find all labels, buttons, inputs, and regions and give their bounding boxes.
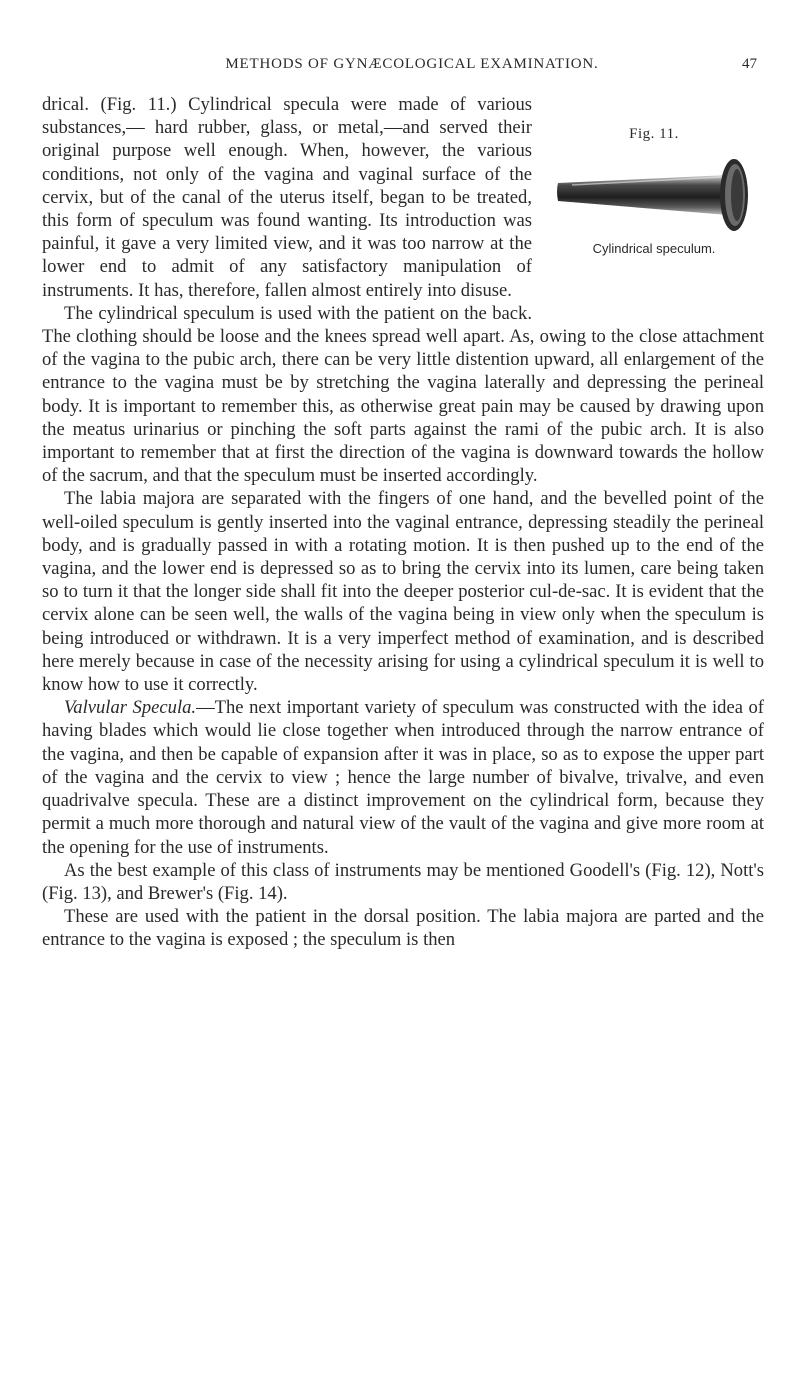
paragraph-4-text: —The next important variety of speculum was constructed with the idea of having blades which would lie close together when introduced through the narrow entrance of the vagina, and then be capable of expansion after it was in place, so as to expose the upper part of the vagina and the cervix to view ; hence the large number of bivalve, trivalve, and even quadrivalve specula. These are a distinct improvement on the cylindrical form, because they permit a much more thorough and natural view of the vault of the vagina and give more room at the opening for the use of instruments. [42, 697, 764, 858]
body-text [42, 93, 764, 952]
paragraph-5: As the best example of this class of instruments may be mentioned Goodell's (Fig. 12), Nott's (Fig. 13), and Brewer's (Fig. 14). [42, 859, 764, 904]
page-number: 47 [742, 56, 757, 72]
figure-11 [544, 123, 764, 306]
paragraph-2: The cylindrical speculum is used with the patient on the back. The clothing should be loose and the knees spread well apart. As, owing to the close attachment of the vagina to the pubic arch, there can be very little distention upward, all enlargement of the entrance to the vagina must be by stretching the vagina laterally and depressing the perineal body. It is important to remember this, as otherwise great pain may be caused by drawing upon the meatus urinarius or pinching the soft parts against the rami of the pubic arch. It is also important to remember that at first the direction of the vagina is downward towards the hollow of the sacrum, and that the speculum must be inserted accordingly. [42, 302, 764, 487]
running-header: METHODS OF GYNÆCOLOGICAL EXAMINATION. [225, 56, 599, 72]
cylindrical-speculum-illustration [552, 155, 752, 233]
paragraph-6: These are used with the patient in the dorsal position. The labia majora are parted and the entrance to the vagina is exposed ; the speculum is then [42, 906, 764, 951]
section-heading-valvular-specula: Valvular Specula. [64, 697, 197, 719]
paragraph-4 [42, 696, 764, 858]
paragraph-3: The labia majora are separated with the fingers of one hand, and the bevelled point of the well-oiled speculum is gently inserted into the vaginal entrance, depressing steadily the perineal body, and is gradually passed in with a rotating motion. It is then pushed up to the end of the vagina, and the lower end is depressed so as to bring the cervix into its lumen, care being taken so to turn it that the longer side shall fit into the deeper posterior cul-de-sac. It is evident that the cervix alone can be seen well, the walls of the vagina being in view only when the speculum is being introduced or withdrawn. It is a very imperfect method of examination, and is described here merely because in case of the necessity arising for using a cylindrical speculum it is well to know how to use it correctly. [42, 488, 764, 696]
paragraph-1: drical. (Fig. 11.) Cylindrical specula were made of various substances,— hard rubber, glass, or metal,—and served their original purpose well enough. When, however, the various conditions, not only of the vagina and vaginal surface of the cervix, but of the canal of the uterus itself, began to be treated, this form of speculum was found wanting. Its introduction was painful, it gave a very limited view, and it was too narrow at the lower end to admit of any satisfactory manipulation of instruments. It has, therefore, fallen almost entirely into disuse. [42, 94, 532, 301]
figure-label: Fig. 11. [629, 126, 679, 142]
figure-caption: Cylindrical speculum. [592, 241, 716, 256]
